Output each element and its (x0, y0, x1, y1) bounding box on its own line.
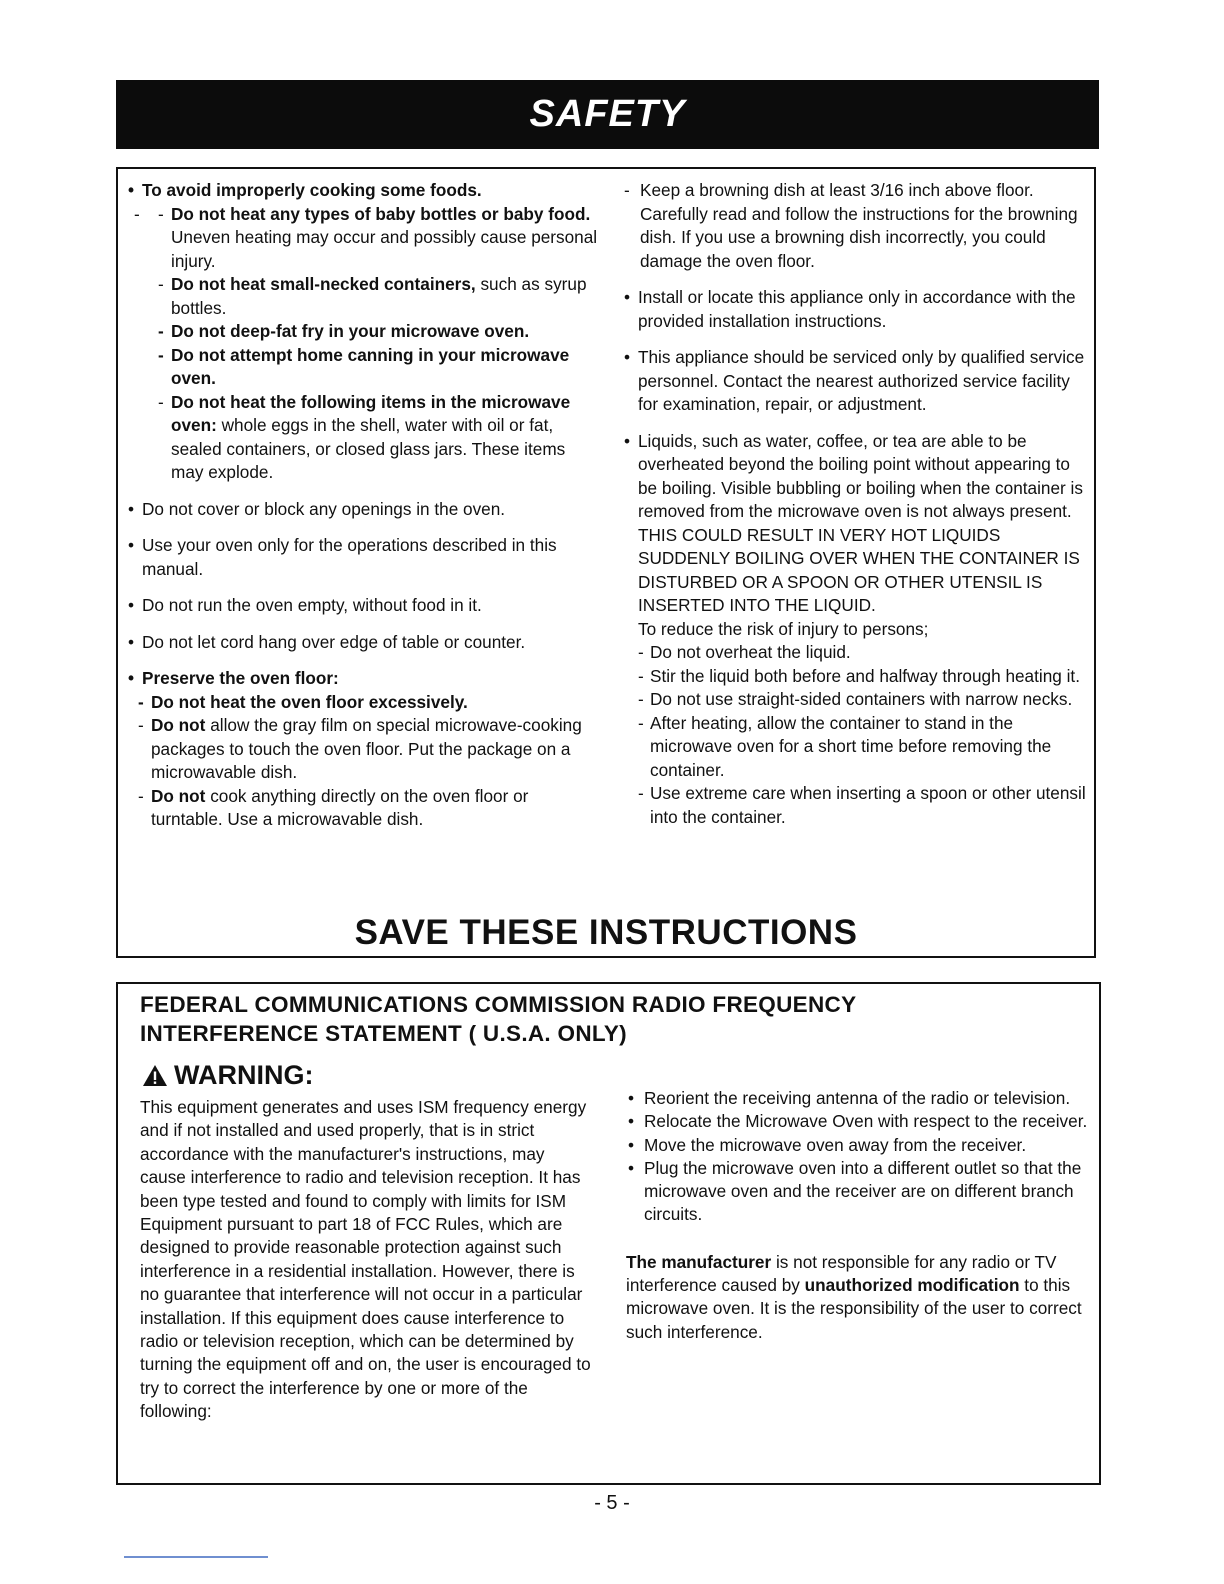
items-text: whole eggs in the shell, water with oil or fat, sealed containers, or closed glass jars. These items may explode. (171, 415, 566, 482)
film-item: - Do not allow the gray film on special microwave-cooking packages to touch the oven floor. Put the package on a microwavable dish. (138, 715, 582, 782)
canning-text: Do not attempt home canning in your microwave oven. (171, 344, 570, 388)
fcc-box (116, 982, 1101, 1485)
cook-text: cook anything directly on the oven floor or turntable. Use a microwavable dish. (151, 785, 529, 829)
mfr-text2: to this microwave oven. It is the responsibility of the user to correct such interference. (626, 1275, 1082, 1342)
film-text: allow the gray film on special microwave-cooking packages to touch the oven floor. Put the package on a microwavable dish. (151, 715, 582, 782)
save-instructions-heading: SAVE THESE INSTRUCTIONS (354, 913, 858, 952)
fcc-bullet-reorient: • Reorient the receiving antenna of the radio or television. (626, 1087, 1088, 1110)
safety-right-column (624, 179, 1092, 829)
fcc-title (140, 990, 856, 1048)
deepfat-item: - Do not deep-fat fry in your microwave oven. (158, 321, 530, 341)
mfr-text1: is not responsible for any radio or TV interference caused by (626, 1251, 1057, 1296)
fcc-manufacturer-note (626, 1251, 1088, 1344)
fcc-title-line1: FEDERAL COMMUNICATIONS COMMISSION RADIO FREQUENCY (140, 992, 857, 1017)
liquids-item: • Liquids, such as water, coffee, or tea are able to be overheated beyond the boiling point without appearing to be boiling. Visible bubbling or boiling when the container is removed from the microwave oven is not always present. (624, 430, 1092, 524)
safety-box (116, 167, 1096, 958)
fcc-title-line2: INTERFERENCE STATEMENT ( U.S.A. ONLY) (140, 1021, 627, 1046)
necked-bold: Do not heat small-necked containers, (171, 274, 476, 294)
necked-text: such as syrup bottles. (171, 274, 587, 318)
cook-bold: Do not (151, 785, 206, 806)
fcc-left-column (140, 1096, 595, 1424)
install-item: • Install or locate this appliance only in accordance with the provided installation instructions. (624, 286, 1092, 333)
warning-heading (142, 1060, 313, 1091)
after-item: - After heating, allow the container to stand in the microwave oven for a short time before removing the container. (638, 712, 1092, 783)
baby-bottles-text: Uneven heating may occur and possibly cause personal injury. (171, 227, 598, 271)
mfr-bold: The manufacturer (626, 1251, 772, 1272)
fcc-body: This equipment generates and uses ISM frequency energy and if not installed and used properly, that is in strict accordance with the manufacturer's instructions, may cause interference to radio and television reception. It has been type tested and found to comply with limits for ISM Equipment pursuant to part 18 of FCC Rules, which are designed to provide reasonable protection against such interference in a residential installation. However, there is no guarantee that interference will not occur in a particular installation. If this equipment does cause interference to radio or television reception, which can be determined by turning the equipment off and on, the user is encouraged to try to correct the interference by one or more of the following: (140, 1097, 591, 1422)
film-bold: Do not (151, 715, 206, 735)
overheat-item: - Do not overheat the liquid. (638, 641, 1092, 665)
page-title: SAFETY (529, 93, 686, 135)
cover-item: • Do not cover or block any openings in the oven. (128, 498, 598, 522)
reduce-text: To reduce the risk of injury to persons; (638, 618, 929, 639)
foods-title: • To avoid improperly cooking some foods. (128, 179, 598, 203)
browning-item: - Keep a browning dish at least 3/16 inch above floor. Carefully read and follow the instructions for the browning dish. If you use a browning dish incorrectly, you could damage the oven floor. (624, 179, 1092, 273)
straight-item: - Do not use straight-sided containers with narrow necks. (638, 688, 1092, 712)
cord-item: • Do not let cord hang over edge of table or counter. (128, 631, 598, 655)
fcc-right-column (626, 1087, 1088, 1344)
extreme-item: - Use extreme care when inserting a spoon or other utensil into the container. (638, 782, 1092, 829)
canning-item: - Do not attempt home canning in your microwave oven. (158, 344, 570, 388)
necked-item: - Do not heat small-necked containers, such as syrup bottles. (158, 274, 587, 318)
footer-rule (124, 1556, 268, 1558)
operations-item: • Use your oven only for the operations described in this manual. (128, 534, 598, 581)
warning-triangle-icon (142, 1064, 168, 1087)
warning-label: WARNING: (174, 1060, 314, 1090)
fcc-bullet-move: • Move the microwave oven away from the receiver. (626, 1134, 1088, 1157)
page-number: - 5 - (594, 1492, 630, 1514)
deepfat-text: Do not deep-fat fry in your microwave oven. (171, 321, 530, 341)
safety-left-column (128, 179, 598, 832)
floor-excess-text: Do not heat the oven floor excessively. (151, 691, 468, 712)
stir-item: - Stir the liquid both before and halfway through heating it. (638, 665, 1092, 689)
baby-bottles-item: - - Do not heat any types of baby bottles or baby food. Uneven heating may occur and possibly cause personal injury. (128, 203, 598, 274)
service-item: • This appliance should be serviced only by qualified service personnel. Contact the nearest authorized service facility for examination, repair, or adjustment. (624, 346, 1092, 417)
baby-bottles-bold: Do not heat any types of baby bottles or baby food. (171, 203, 591, 224)
items-bold: Do not heat the following items in the microwave oven: (171, 391, 571, 435)
empty-item: • Do not run the oven empty, without food in it. (128, 594, 598, 618)
cook-item: - Do not cook anything directly on the oven floor or turntable. Use a microwavable dish. (138, 785, 529, 829)
mfr-bold2: unauthorized modification (804, 1275, 1020, 1296)
fcc-bullet-relocate: • Relocate the Microwave Oven with respect to the receiver. (626, 1110, 1088, 1133)
floor-excess-item: - Do not heat the oven floor excessively. (138, 691, 468, 712)
section-header-banner (116, 80, 1099, 149)
items-item: - Do not heat the following items in the microwave oven: whole eggs in the shell, water with oil or fat, sealed containers, or closed glass jars. These items may explode. (158, 391, 571, 482)
floor-title: • Preserve the oven floor: (128, 667, 598, 691)
caps-warning: THIS COULD RESULT IN VERY HOT LIQUIDS SUDDENLY BOILING OVER WHEN THE CONTAINER IS DISTURBED OR A SPOON OR OTHER UTENSIL IS INSERTED INTO THE LIQUID. (638, 524, 1080, 615)
fcc-bullet-plug: • Plug the microwave oven into a different outlet so that the microwave oven and the receiver are on different branch circuits. (626, 1157, 1088, 1227)
